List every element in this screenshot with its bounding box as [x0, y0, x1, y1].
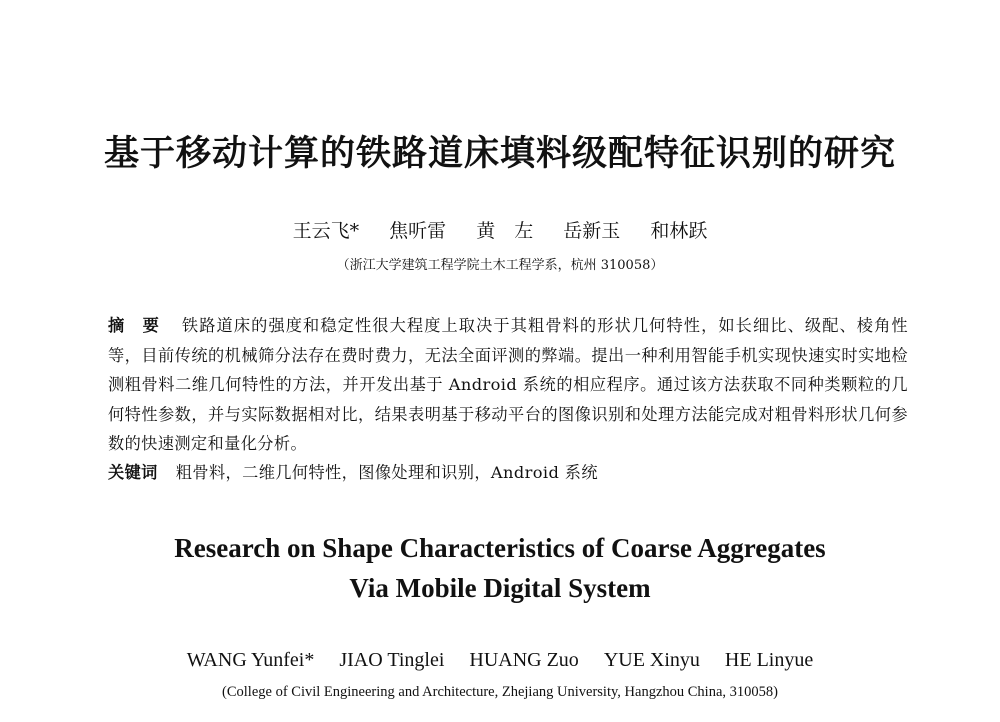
chinese-abstract: [108, 311, 908, 459]
english-author: WANG Yunfei*: [186, 649, 315, 671]
english-affiliation: (College of Civil Engineering and Architecture, Zhejiang University, Hangzhou China, 310058): [222, 684, 778, 700]
chinese-author: 黄 左: [476, 220, 534, 242]
chinese-author-list: [0, 218, 1000, 244]
chinese-author: 和林跃: [650, 220, 708, 242]
english-author: YUE Xinyu: [603, 649, 700, 671]
keywords-text: 粗骨料，二维几何特性，图像处理和识别，Android 系统: [175, 463, 598, 482]
abstract-label: 摘 要: [108, 316, 160, 335]
english-title-line: Via Mobile Digital System: [349, 573, 651, 603]
english-title-line: Research on Shape Characteristics of Coarse Aggregates: [174, 533, 826, 563]
chinese-keywords: [108, 458, 908, 487]
chinese-author: 焦听雷: [389, 220, 447, 242]
english-author-list: [0, 646, 1000, 674]
keywords-label: 关键词: [108, 463, 158, 482]
english-author: HE Linyue: [724, 649, 814, 671]
abstract-text: 铁路道床的强度和稳定性很大程度上取决于其粗骨料的形状几何特性，如长细比、级配、棱角性等，目前传统的机械筛分法存在费时费力，无法全面评测的弊端。提出一种利用智能手机实现快速实时实地检测粗骨料二维几何特性的方法，并开发出基于 Android 系统的相应程序。通过该方法获取不同种类颗粒的几何特性参数，并与实际数据相对比，结果表明基于移动平台的图像识别和处理方法能完成对粗骨料形状几何参数的快速测定和量化分析。: [108, 316, 909, 453]
chinese-affiliation: （浙江大学建筑工程学院土木工程学系，杭州 310058）: [336, 258, 664, 273]
chinese-author: 岳新玉: [563, 220, 621, 242]
chinese-title: 基于移动计算的铁路道床填料级配特征识别的研究: [103, 134, 896, 174]
english-title: [0, 528, 1000, 608]
english-author: JIAO Tinglei: [339, 649, 445, 671]
english-author: HUANG Zuo: [469, 649, 579, 671]
chinese-author: 王云飞*: [292, 220, 360, 242]
